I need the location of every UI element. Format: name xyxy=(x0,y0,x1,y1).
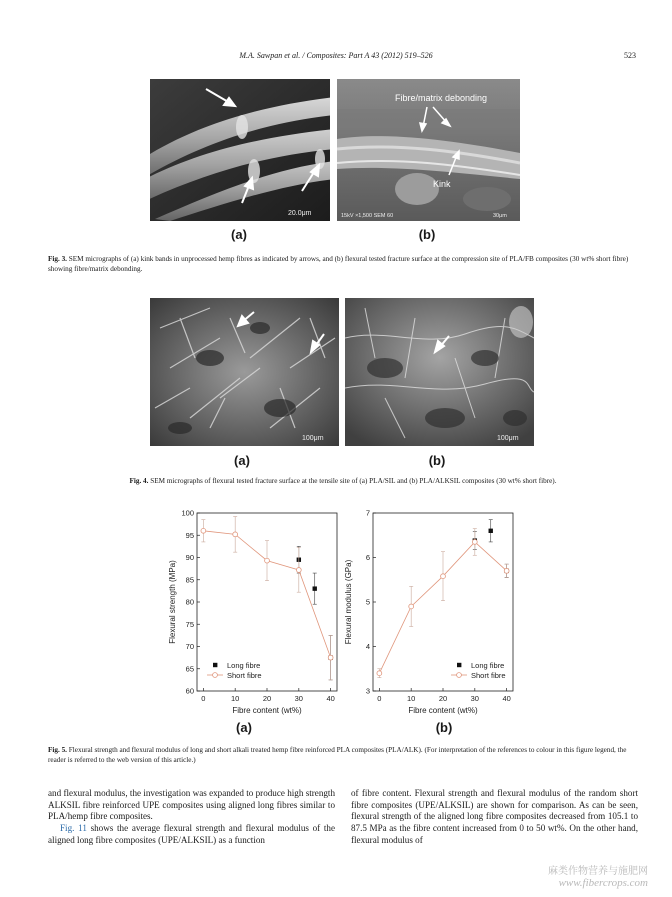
flexural-modulus-chart xyxy=(340,505,530,725)
y-axis-label: Flexural modulus (GPa) xyxy=(344,559,353,645)
watermark-line-2: www.fibercrops.com xyxy=(558,877,648,889)
y-tick-label: 3 xyxy=(365,686,370,696)
x-tick-label: 20 xyxy=(262,694,272,703)
fig11-link[interactable]: Fig. 11 xyxy=(60,823,87,834)
y-tick-label: 75 xyxy=(185,619,194,629)
fig5-label-a: (a) xyxy=(236,720,252,735)
y-tick-label: 6 xyxy=(365,553,370,562)
x-tick-label: 40 xyxy=(502,694,511,703)
fig3-micrograph-b xyxy=(337,79,520,221)
x-axis-label: Fibre content (wt%) xyxy=(232,706,302,715)
data-point-short-fibre xyxy=(377,671,382,676)
annotation-kink: Kink xyxy=(433,179,451,189)
running-title: M.A. Sawpan et al. / Composites: Part A 43 (2012) 519–526 xyxy=(239,51,433,60)
fig4b-image xyxy=(345,298,534,446)
body-left-column xyxy=(48,788,335,847)
body-right-para: of fibre content. Flexural strength and flexural modulus of the random short fibre composites (UPE/ALKSIL) are shown for comparison. As can be seen, flexural strength of the aligned long fibre composites decreased from 105.1 to 87.5 MPa as the fibre content increased from 0 to 50 wt%. On the other hand, flexural modulus of xyxy=(351,788,638,845)
data-point-short-fibre xyxy=(409,604,414,609)
data-point-long-fibre xyxy=(313,586,317,590)
y-tick-label: 60 xyxy=(185,686,194,696)
body-left-para-2-text: shows the average flexural strength and flexural modulus of the aligned long fibre composites (UPE/ALKSIL) as a function xyxy=(48,823,336,845)
annotation-debonding: Fibre/matrix debonding xyxy=(395,93,488,103)
data-point-short-fibre xyxy=(233,532,238,537)
legend-label: Short fibre xyxy=(471,670,506,680)
data-point-short-fibre xyxy=(441,574,446,579)
watermark-line-1: 麻类作物营养与施肥网 xyxy=(548,866,648,877)
fig4a-scale-bar: 100μm xyxy=(302,435,324,442)
fig3a-image xyxy=(150,79,330,221)
legend-marker-long-fibre xyxy=(213,663,217,667)
y-tick-label: 85 xyxy=(185,575,194,585)
y-tick-label: 80 xyxy=(185,597,194,607)
plot-frame xyxy=(197,513,337,691)
flexural-strength-chart xyxy=(155,505,345,725)
fig4-caption-text: SEM micrographs of flexural tested fracture surface at the tensile site of (a) PLA/SIL and (b) PLA/ALKSIL composites (30 wt% short fibre). xyxy=(150,477,557,485)
fig3-label-a: (a) xyxy=(231,227,247,242)
fig3-micrograph-a xyxy=(150,79,330,221)
body-right-column xyxy=(351,788,638,847)
data-point-short-fibre xyxy=(296,568,301,573)
data-point-short-fibre xyxy=(472,540,477,545)
data-point-short-fibre xyxy=(328,655,333,660)
fig5-label-b: (b) xyxy=(435,720,453,735)
fig4-micrograph-a xyxy=(150,298,339,446)
fig3-caption-text: SEM micrographs of (a) kink bands in unprocessed hemp fibres as indicated by arrows, and (b) flexural tested fracture surface at the compression site of PLA/FB composites (30 wt% short fibre) showing fibre/matrix debonding. xyxy=(48,255,629,273)
fig4-caption-label: Fig. 4. xyxy=(129,477,149,485)
y-tick-label: 5 xyxy=(365,597,370,607)
fig3b-info-bar: 15kV ×1,500 SEM 60 xyxy=(341,213,394,219)
y-tick-label: 65 xyxy=(185,664,194,674)
fig4a-image xyxy=(150,298,339,446)
x-tick-label: 10 xyxy=(231,694,240,703)
x-tick-label: 30 xyxy=(294,694,303,703)
fig5-caption-text: Flexural strength and flexural modulus of long and short alkali treated hemp fibre reinforced PLA composites (PLA/ALK). (For interpretation of the references to colour in this figure legend, the reader is referred to the web version of this article.) xyxy=(48,746,627,764)
y-tick-label: 90 xyxy=(185,553,194,562)
legend-marker-short-fibre xyxy=(213,673,218,678)
fig3b-image xyxy=(337,79,520,221)
data-point-long-fibre xyxy=(489,529,493,533)
legend-label: Long fibre xyxy=(471,660,505,670)
watermark xyxy=(548,862,648,889)
y-tick-label: 7 xyxy=(365,508,370,518)
x-axis-label: Fibre content (wt%) xyxy=(408,706,478,715)
fig4b-scale-bar: 100μm xyxy=(497,435,519,442)
x-tick-label: 0 xyxy=(201,694,206,703)
y-tick-label: 4 xyxy=(365,642,370,651)
legend-marker-short-fibre xyxy=(457,673,462,678)
fig4-label-b: (b) xyxy=(428,453,446,468)
fig5-caption-label: Fig. 5. xyxy=(48,746,67,754)
body-left-para-1: and flexural modulus, the investigation was expanded to produce high strength ALKSIL fibre reinforced UPE composites using aligned long fibres similar to PLA/hemp fibre composites. xyxy=(48,788,335,822)
fig4-caption xyxy=(48,476,638,486)
running-header xyxy=(0,51,672,65)
fig3a-scale-bar: 20.0μm xyxy=(288,210,312,217)
data-point-short-fibre xyxy=(265,558,270,563)
legend-label: Short fibre xyxy=(227,670,262,680)
fig4-label-a: (a) xyxy=(234,453,250,468)
data-point-short-fibre xyxy=(504,568,509,573)
fig3b-scale-bar: 30μm xyxy=(493,213,507,219)
x-tick-label: 40 xyxy=(326,694,335,703)
y-tick-label: 70 xyxy=(185,642,194,651)
x-tick-label: 0 xyxy=(377,694,382,703)
x-tick-label: 20 xyxy=(438,694,448,703)
legend-label: Long fibre xyxy=(227,660,261,670)
page-number: 523 xyxy=(624,51,636,60)
x-tick-label: 10 xyxy=(407,694,416,703)
fig5-caption xyxy=(48,745,638,765)
fig3-caption xyxy=(48,254,638,274)
data-point-short-fibre xyxy=(201,528,206,533)
y-tick-label: 95 xyxy=(185,530,194,540)
y-axis-label: Flexural strength (MPa) xyxy=(168,560,177,644)
fig3-label-b: (b) xyxy=(418,227,436,242)
x-tick-label: 30 xyxy=(470,694,479,703)
y-tick-label: 100 xyxy=(181,508,194,518)
body-left-para-2 xyxy=(48,823,335,846)
fig3-caption-label: Fig. 3. xyxy=(48,255,67,263)
fig4-micrograph-b xyxy=(345,298,534,446)
legend-marker-long-fibre xyxy=(457,663,461,667)
